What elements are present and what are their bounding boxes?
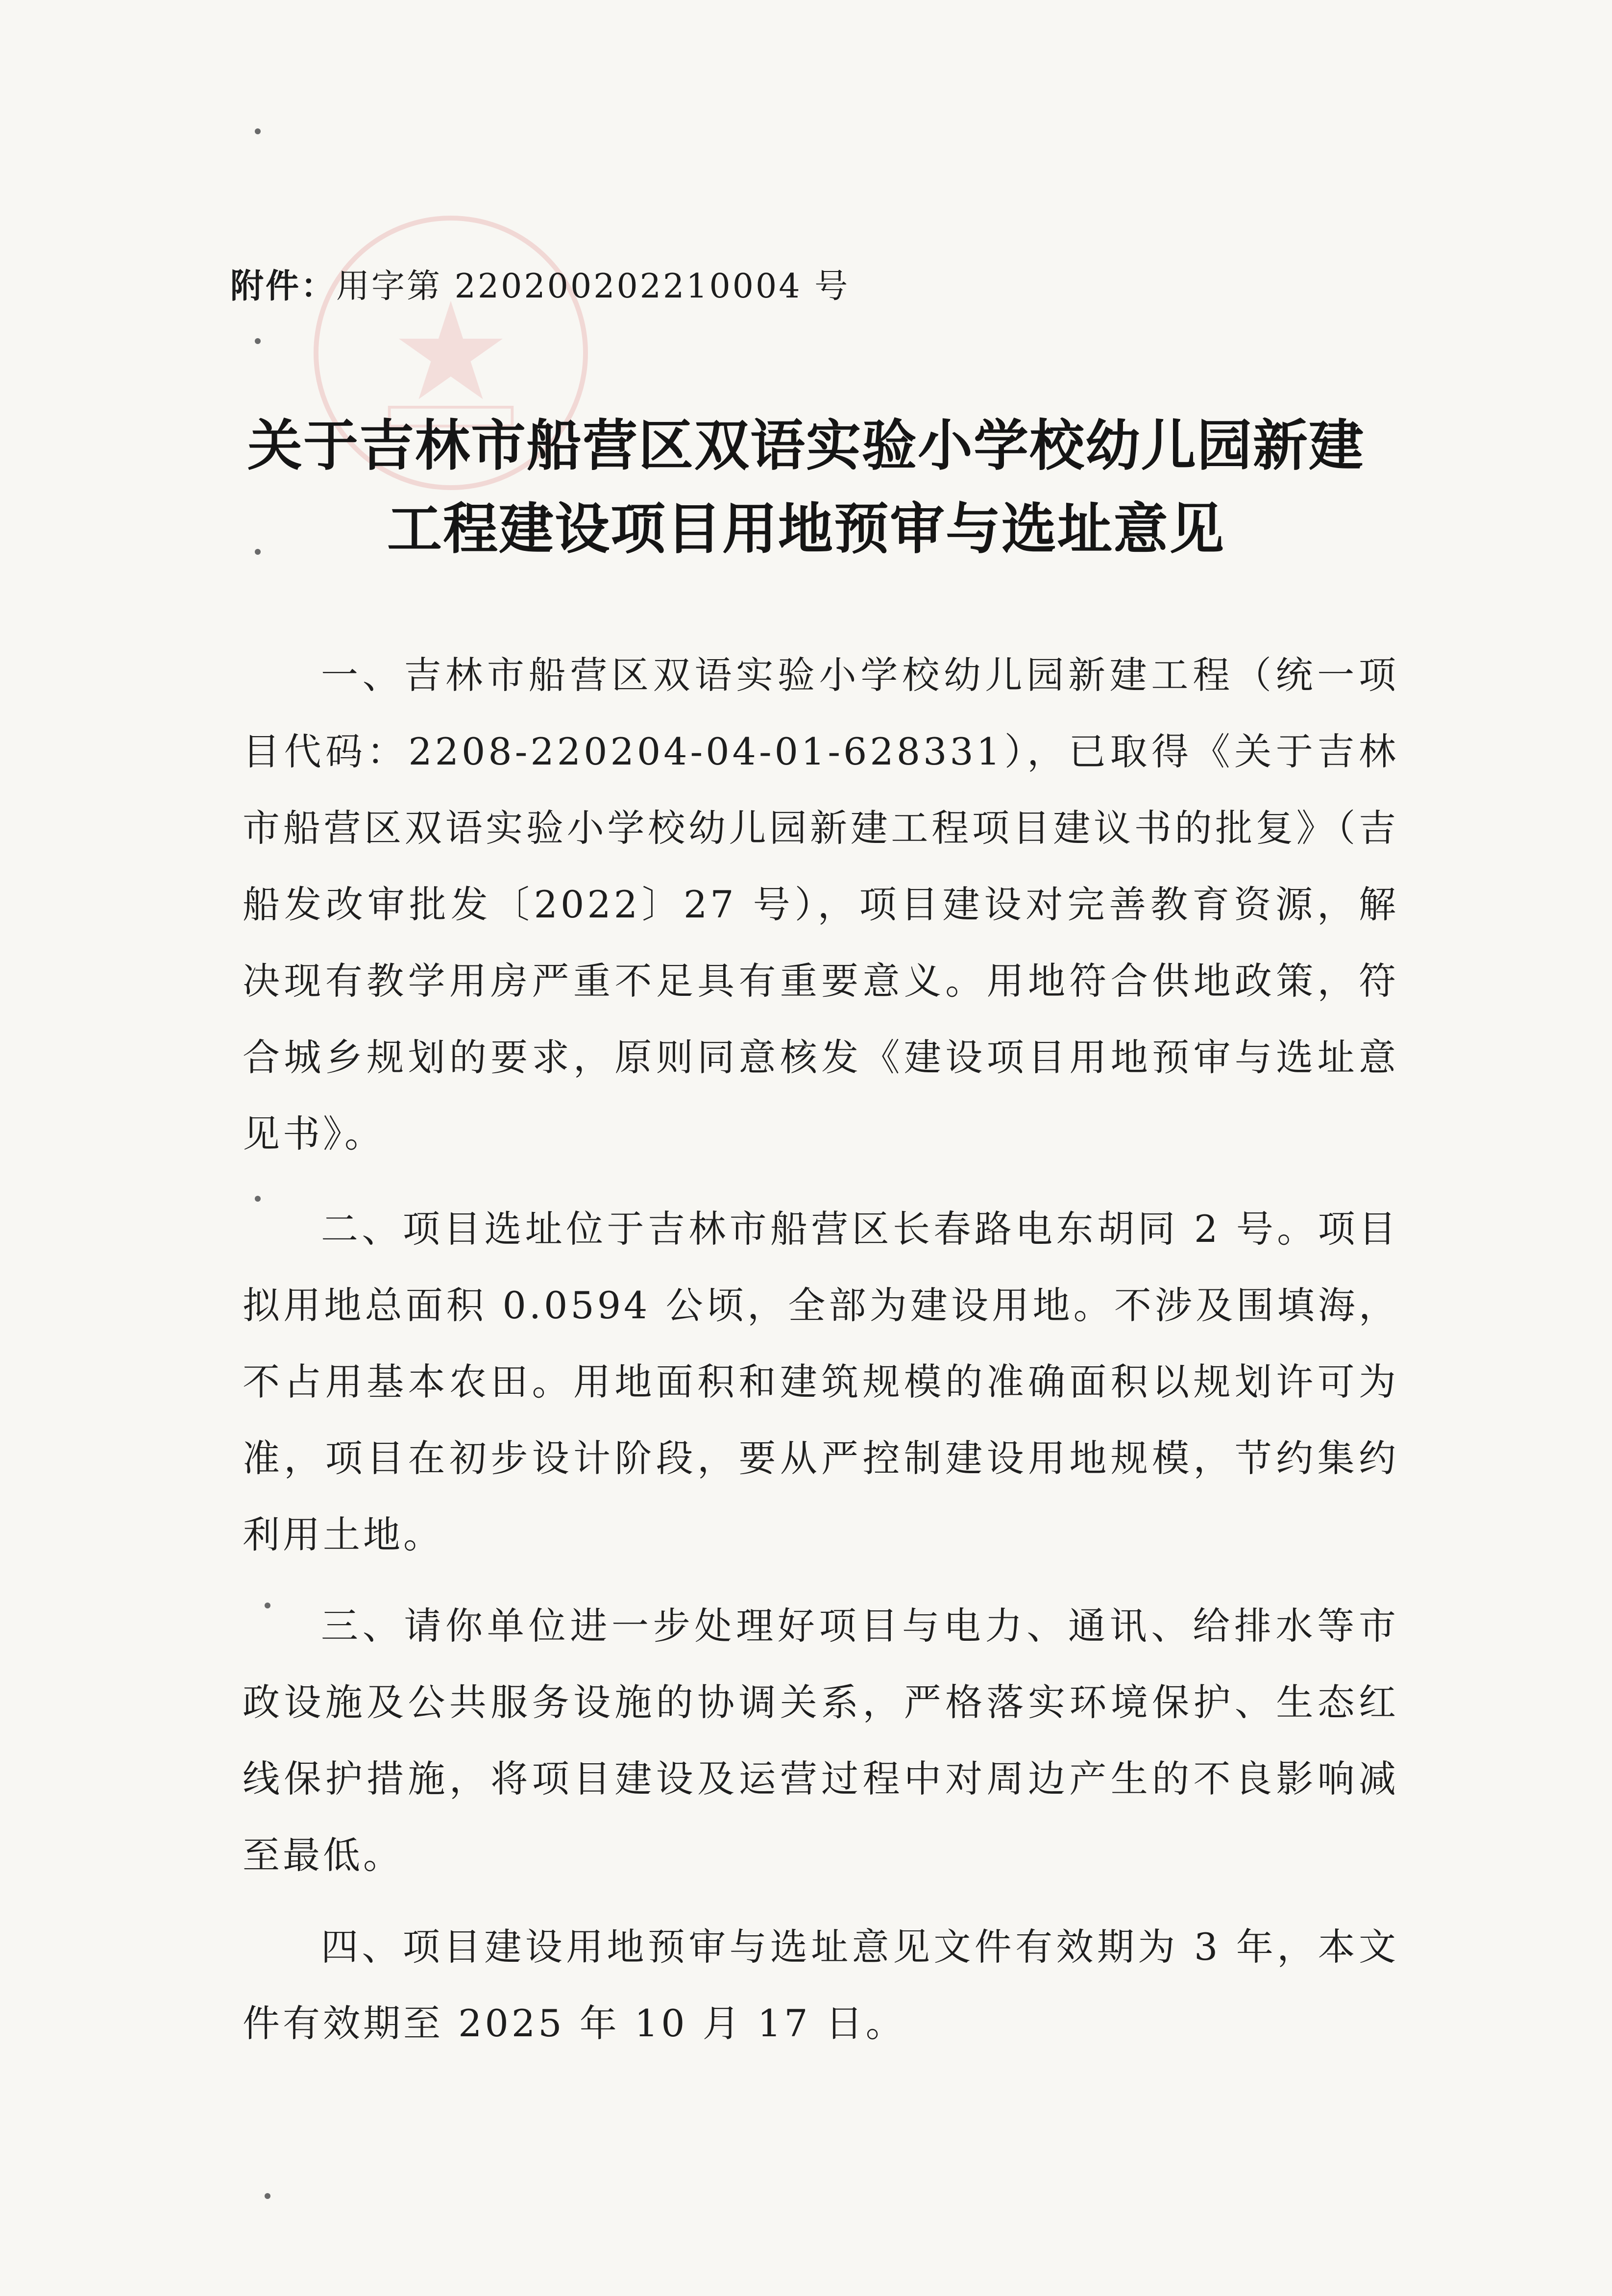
attachment-label: 附件：: [230, 267, 337, 306]
body-paragraph-3: 三、请你单位进一步处理好项目与电力、通讯、给排水等市政设施及公共服务设施的协调关系，严格落实环境保护、生态红线保护措施，将项目建设及运营过程中对周边产生的不良影响减至最低。: [243, 1604, 1399, 1877]
attachment-number: 用字第 220200202210004 号: [336, 267, 850, 306]
scan-speck: [265, 2193, 270, 2199]
body-paragraph-2: 二、项目选址位于吉林市船营区长春路电东胡同 2 号。项目拟用地总面积 0.0594 公顷，全部为建设用地。不涉及围填海，不占用基本农田。用地面积和建筑规模的准确面积以规划许可为准，项目在初步设计阶段，要从严控制建设用地规模，节约集约利用土地。: [243, 1207, 1399, 1556]
document-title-line-1: 关于吉林市船营区双语实验小学校幼儿园新建: [247, 414, 1365, 478]
body-paragraph-4: 四、项目建设用地预审与选址意见文件有效期为 3 年，本文件有效期至 2025 年 10 月 17 日。: [243, 1925, 1399, 2045]
body-paragraph-1: 一、吉林市船营区双语实验小学校幼儿园新建工程（统一项目代码：2208-220204-04-01-628331），已取得《关于吉林市船营区双语实验小学校幼儿园新建工程项目建议书的批复》（吉船发改审批发〔2022〕27 号），项目建设对完善教育资源，解决现有教学用房严重不足具有重要意义。用地符合供地政策，符合城乡规划的要求，原则同意核发《建设项目用地预审与选址意见书》。: [243, 653, 1399, 1156]
scan-speck: [255, 338, 261, 344]
document-title-line-2: 工程建设项目用地预审与选址意见: [387, 497, 1225, 561]
scan-speck: [255, 128, 261, 134]
attachment-line: [230, 260, 850, 307]
